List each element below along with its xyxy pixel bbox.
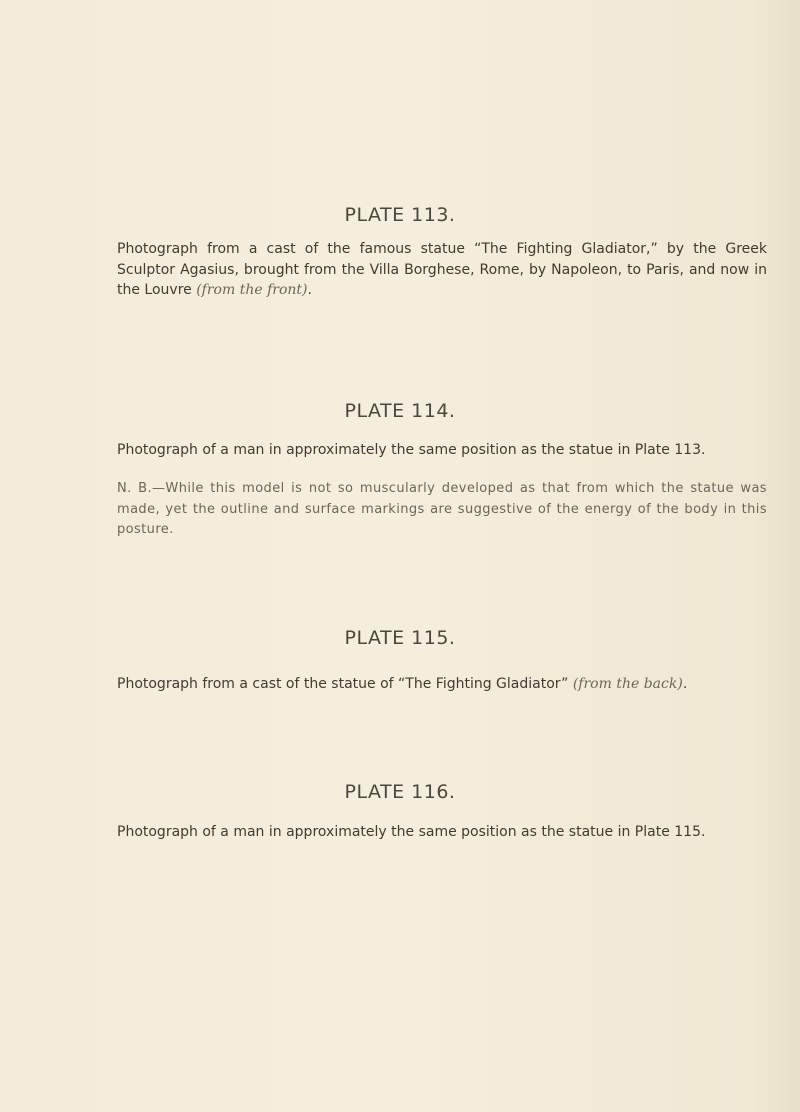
plate-114-caption: Photograph of a man in approximately the same position as the statue in Plate 113. <box>117 442 706 458</box>
plate-115-caption <box>117 674 767 695</box>
plate-113-text: Photograph from a cast of the famous statue “The Fighting Gladiator,” by the Greek Sculptor Agasius, brought from the Villa Borghese, Rome, by Napoleon, to Paris, and now in the Louvre <box>117 241 767 298</box>
plate-114-heading: PLATE 114. <box>344 400 456 422</box>
plate-115-heading: PLATE 115. <box>344 627 456 649</box>
plate-116-caption: Photograph of a man in approximately the same position as the statue in Plate 115. <box>117 824 706 840</box>
plate-115-view: (from the back) <box>572 676 683 692</box>
plate-113-caption <box>117 239 767 301</box>
plate-113-heading: PLATE 113. <box>344 204 456 226</box>
plate-115-period: . <box>682 676 688 692</box>
plate-113-period: . <box>307 282 312 298</box>
plate-116-heading: PLATE 116. <box>344 781 456 803</box>
plate-114-note: N. B.—While this model is not so muscularly developed as that from which the statue was made, yet the outline and surface markings are suggestive of the energy of the body in this posture. <box>117 481 767 537</box>
plate-113-view: (from the front) <box>196 282 308 298</box>
plate-115-text: Photograph from a cast of the statue of “The Fighting Gladiator” <box>117 676 569 692</box>
